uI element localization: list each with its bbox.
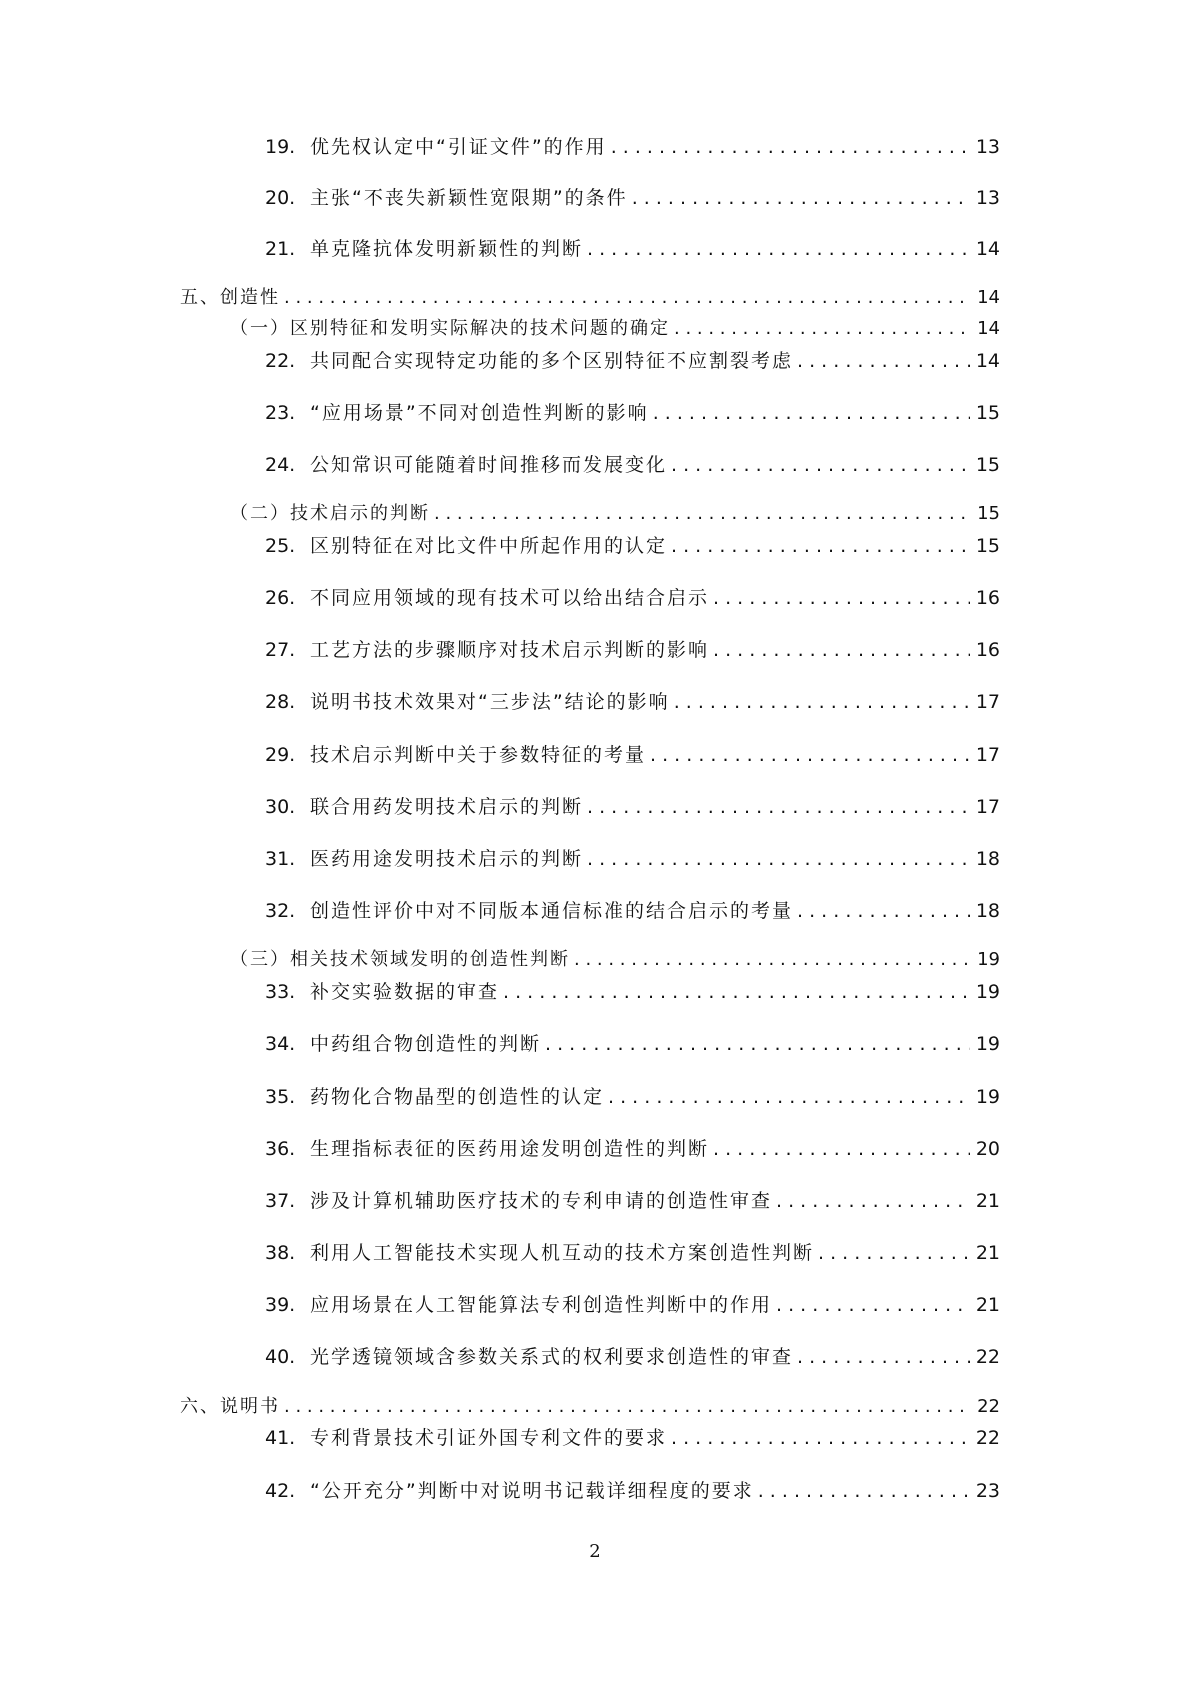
toc-entry-page: 15: [975, 402, 1000, 424]
toc-entry[interactable]: [265, 740, 1000, 770]
toc-entry-number: 40.: [265, 1346, 296, 1368]
toc-entry-page: 14: [977, 287, 1000, 308]
toc-entry-title: 公知常识可能随着时间推移而发展变化: [310, 454, 668, 476]
toc-entry-title: 联合用药发明技术启示的判断: [310, 796, 584, 818]
toc-entry-title: （二）技术启示的判断: [230, 503, 430, 524]
toc-entry[interactable]: [265, 1423, 1000, 1453]
toc-entry[interactable]: [265, 687, 1000, 717]
toc-entry-number: 26.: [265, 587, 296, 609]
toc-entry[interactable]: [265, 531, 1000, 561]
toc-entry-number: 19.: [265, 136, 296, 158]
dot-leader: [653, 398, 970, 428]
toc-entry-title: 专利背景技术引证外国专利文件的要求: [310, 1427, 668, 1449]
toc-entry-page: 14: [977, 318, 1000, 339]
page-number: 2: [589, 1541, 601, 1562]
toc-entry[interactable]: [265, 398, 1000, 428]
toc-entry-page: 23: [975, 1480, 1000, 1502]
toc-entry-page: 16: [975, 587, 1000, 609]
toc-entry-page: 14: [975, 238, 1000, 260]
toc-entry-number: 21.: [265, 238, 296, 260]
toc-section-heading[interactable]: [180, 283, 1000, 313]
toc-entry-page: 14: [975, 350, 1000, 372]
toc-entry-page: 21: [975, 1242, 1000, 1264]
toc-entry-page: 17: [975, 796, 1000, 818]
dot-leader: [587, 234, 970, 264]
toc-entry-number: 39.: [265, 1294, 296, 1316]
toc-entry-title: 单克隆抗体发明新颖性的判断: [310, 238, 584, 260]
toc-entry-number: 24.: [265, 454, 296, 476]
toc-entry-number: 29.: [265, 744, 296, 766]
toc-entry-number: 38.: [265, 1242, 296, 1264]
toc-entry-title: 中药组合物创造性的判断: [310, 1033, 542, 1055]
dot-leader: [650, 740, 970, 770]
toc-entry-page: 17: [975, 744, 1000, 766]
dot-leader: [671, 450, 970, 480]
toc-entry-title: 工艺方法的步骤顺序对技术启示判断的影响: [310, 639, 710, 661]
toc-entry-title: 优先权认定中“引证文件”的作用: [310, 136, 607, 158]
dot-leader: [284, 1392, 971, 1422]
toc-entry-title: 利用人工智能技术实现人机互动的技术方案创造性判断: [310, 1242, 815, 1264]
toc-entry-number: 31.: [265, 848, 296, 870]
toc-entry[interactable]: [265, 1134, 1000, 1164]
toc-entry[interactable]: [265, 132, 1000, 162]
toc-entry[interactable]: [265, 183, 1000, 213]
dot-leader: [776, 1186, 970, 1216]
dot-leader: [674, 314, 971, 344]
toc-entry-number: 41.: [265, 1427, 296, 1449]
toc-entry[interactable]: [265, 583, 1000, 613]
toc-entry-page: 19: [975, 1033, 1000, 1055]
toc-subsection-heading[interactable]: [230, 499, 1000, 529]
toc-entry[interactable]: [265, 1476, 1000, 1506]
dot-leader: [758, 1476, 970, 1506]
toc-entry-page: 17: [975, 691, 1000, 713]
toc-entry-number: 30.: [265, 796, 296, 818]
dot-leader: [503, 977, 970, 1007]
toc-entry-title: 补交实验数据的审查: [310, 981, 500, 1003]
toc-entry-number: 35.: [265, 1086, 296, 1108]
dot-leader: [611, 132, 970, 162]
toc-entry-page: 20: [975, 1138, 1000, 1160]
toc-entry-page: 21: [975, 1294, 1000, 1316]
toc-entry-title: 涉及计算机辅助医疗技术的专利申请的创造性审查: [310, 1190, 773, 1212]
toc-entry[interactable]: [265, 977, 1000, 1007]
toc-entry-number: 22.: [265, 350, 296, 372]
toc-entry-number: 33.: [265, 981, 296, 1003]
toc-entry-page: 15: [975, 454, 1000, 476]
dot-leader: [434, 499, 971, 529]
dot-leader: [713, 583, 970, 613]
toc-entry-title: 说明书技术效果对“三步法”结论的影响: [310, 691, 670, 713]
toc-entry-number: 36.: [265, 1138, 296, 1160]
dot-leader: [545, 1029, 970, 1059]
toc-entry[interactable]: [265, 1238, 1000, 1268]
toc-entry-title: 光学透镜领域含参数关系式的权利要求创造性的审查: [310, 1346, 794, 1368]
toc-entry-title: “公开充分”判断中对说明书记载详细程度的要求: [310, 1480, 754, 1502]
toc-entry[interactable]: [265, 1186, 1000, 1216]
toc-section-heading[interactable]: [180, 1392, 1000, 1422]
toc-entry-title: 共同配合实现特定功能的多个区别特征不应割裂考虑: [310, 350, 794, 372]
toc-entry-title: 六、说明书: [180, 1396, 280, 1417]
toc-entry-title: 生理指标表征的医药用途发明创造性的判断: [310, 1138, 710, 1160]
dot-leader: [587, 844, 970, 874]
toc-entry-title: 区别特征在对比文件中所起作用的认定: [310, 535, 668, 557]
toc-entry-title: （三）相关技术领域发明的创造性判断: [230, 949, 570, 970]
toc-entry[interactable]: [265, 1290, 1000, 1320]
toc-entry-page: 16: [975, 639, 1000, 661]
toc-entry-page: 13: [975, 187, 1000, 209]
toc-entry-page: 15: [975, 535, 1000, 557]
dot-leader: [284, 283, 971, 313]
dot-leader: [713, 635, 970, 665]
toc-entry[interactable]: [265, 896, 1000, 926]
dot-leader: [674, 687, 970, 717]
toc-entry-number: 25.: [265, 535, 296, 557]
toc-entry[interactable]: [265, 234, 1000, 264]
toc-entry[interactable]: [265, 635, 1000, 665]
toc-entry-page: 22: [975, 1346, 1000, 1368]
toc-entry-page: 13: [975, 136, 1000, 158]
toc-entry-number: 27.: [265, 639, 296, 661]
toc-entry-title: 技术启示判断中关于参数特征的考量: [310, 744, 647, 766]
dot-leader: [574, 945, 971, 975]
dot-leader: [671, 531, 970, 561]
toc-entry[interactable]: [265, 1029, 1000, 1059]
toc-entry-title: “应用场景”不同对创造性判断的影响: [310, 402, 649, 424]
toc-entry[interactable]: [265, 1082, 1000, 1112]
dot-leader: [797, 1342, 970, 1372]
dot-leader: [608, 1082, 970, 1112]
toc-subsection-heading[interactable]: [230, 945, 1000, 975]
toc-entry-page: 22: [975, 1427, 1000, 1449]
toc-entry-number: 20.: [265, 187, 296, 209]
toc-entry-title: 应用场景在人工智能算法专利创造性判断中的作用: [310, 1294, 773, 1316]
dot-leader: [713, 1134, 970, 1164]
dot-leader: [671, 1423, 970, 1453]
dot-leader: [797, 346, 970, 376]
toc-entry-page: 15: [977, 503, 1000, 524]
toc-entry[interactable]: [265, 1342, 1000, 1372]
toc-entry[interactable]: [265, 346, 1000, 376]
toc-entry-number: 32.: [265, 900, 296, 922]
toc-entry-title: 医药用途发明技术启示的判断: [310, 848, 584, 870]
toc-entry-number: 42.: [265, 1480, 296, 1502]
toc-entry[interactable]: [265, 844, 1000, 874]
toc-entry-number: 28.: [265, 691, 296, 713]
toc-entry-title: 药物化合物晶型的创造性的认定: [310, 1086, 605, 1108]
toc-entry[interactable]: [265, 450, 1000, 480]
dot-leader: [797, 896, 970, 926]
toc-entry-number: 34.: [265, 1033, 296, 1055]
toc-entry-page: 19: [975, 981, 1000, 1003]
dot-leader: [632, 183, 970, 213]
dot-leader: [587, 792, 970, 822]
toc-entry-title: 五、创造性: [180, 287, 280, 308]
dot-leader: [818, 1238, 970, 1268]
toc-entry-page: 18: [975, 848, 1000, 870]
toc-entry-title: （一）区别特征和发明实际解决的技术问题的确定: [230, 318, 670, 339]
toc-entry-title: 创造性评价中对不同版本通信标准的结合启示的考量: [310, 900, 794, 922]
toc-entry-page: 18: [975, 900, 1000, 922]
toc-subsection-heading[interactable]: [230, 314, 1000, 344]
toc-entry[interactable]: [265, 792, 1000, 822]
toc-entry-number: 23.: [265, 402, 296, 424]
toc-entry-page: 19: [975, 1086, 1000, 1108]
dot-leader: [776, 1290, 970, 1320]
toc-entry-page: 19: [977, 949, 1000, 970]
toc-entry-page: 21: [975, 1190, 1000, 1212]
toc-entry-number: 37.: [265, 1190, 296, 1212]
toc-entry-title: 主张“不丧失新颖性宽限期”的条件: [310, 187, 628, 209]
toc-entry-page: 22: [977, 1396, 1000, 1417]
toc-entry-title: 不同应用领域的现有技术可以给出结合启示: [310, 587, 710, 609]
